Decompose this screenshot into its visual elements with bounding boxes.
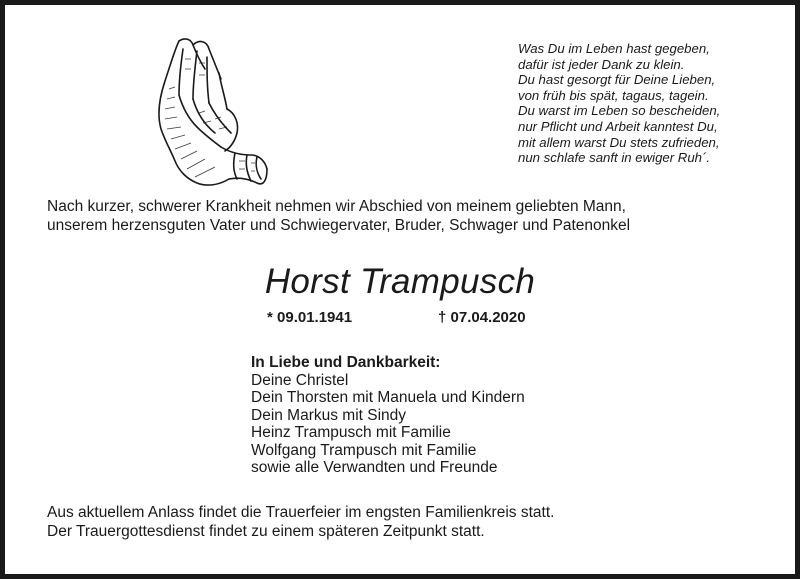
mourners-list	[251, 354, 525, 477]
funeral-notice	[47, 503, 554, 541]
memorial-poem	[518, 41, 788, 166]
poem-line: mit allem warst Du stets zufrieden,	[518, 134, 720, 150]
obituary-content	[5, 5, 795, 574]
intro-line: unserem herzensguten Vater und Schwiegervater, Bruder, Schwager und Patenonkel	[47, 217, 631, 234]
poem-line: dafür ist jeder Dank zu klein.	[518, 56, 685, 72]
mourner-name: Heinz Trampusch mit Familie	[251, 424, 451, 441]
notice-line: Der Trauergottesdienst findet zu einem späteren Zeitpunkt statt.	[47, 523, 485, 540]
mourner-name: Wolfgang Trampusch mit Familie	[251, 441, 477, 459]
notice-line: Aus aktuellem Anlass findet die Trauerfeier im engsten Familienkreis statt.	[47, 504, 555, 521]
mourner-name: Deine Christel	[251, 371, 349, 389]
death-date: † 07.04.2020	[438, 309, 526, 326]
poem-line: nun schlafe sanft in ewiger Ruh´.	[518, 150, 711, 166]
poem-line: nur Pflicht und Arbeit kanntest Du,	[518, 118, 718, 134]
birth-date: * 09.01.1941	[267, 309, 353, 326]
poem-line: von früh bis spät, tagaus, tagein.	[518, 87, 709, 103]
mourner-name: Dein Thorsten mit Manuela und Kindern	[251, 389, 525, 406]
intro-line: Nach kurzer, schwerer Krankheit nehmen wir Abschied von meinem geliebten Mann,	[47, 198, 626, 215]
intro-text	[47, 197, 767, 235]
poem-line: Du warst im Leben so bescheiden,	[518, 103, 721, 119]
mourner-name: sowie alle Verwandten und Freunde	[251, 459, 498, 476]
mourner-name: Dein Markus mit Sindy	[251, 406, 407, 424]
praying-hands-icon	[135, 29, 277, 189]
deceased-name: Horst Trampusch	[264, 262, 536, 301]
poem-line: Du hast gesorgt für Deine Lieben,	[518, 72, 716, 88]
poem-line: Was Du im Leben hast gegeben,	[518, 41, 710, 56]
mourners-heading: In Liebe und Dankbarkeit:	[251, 354, 441, 371]
